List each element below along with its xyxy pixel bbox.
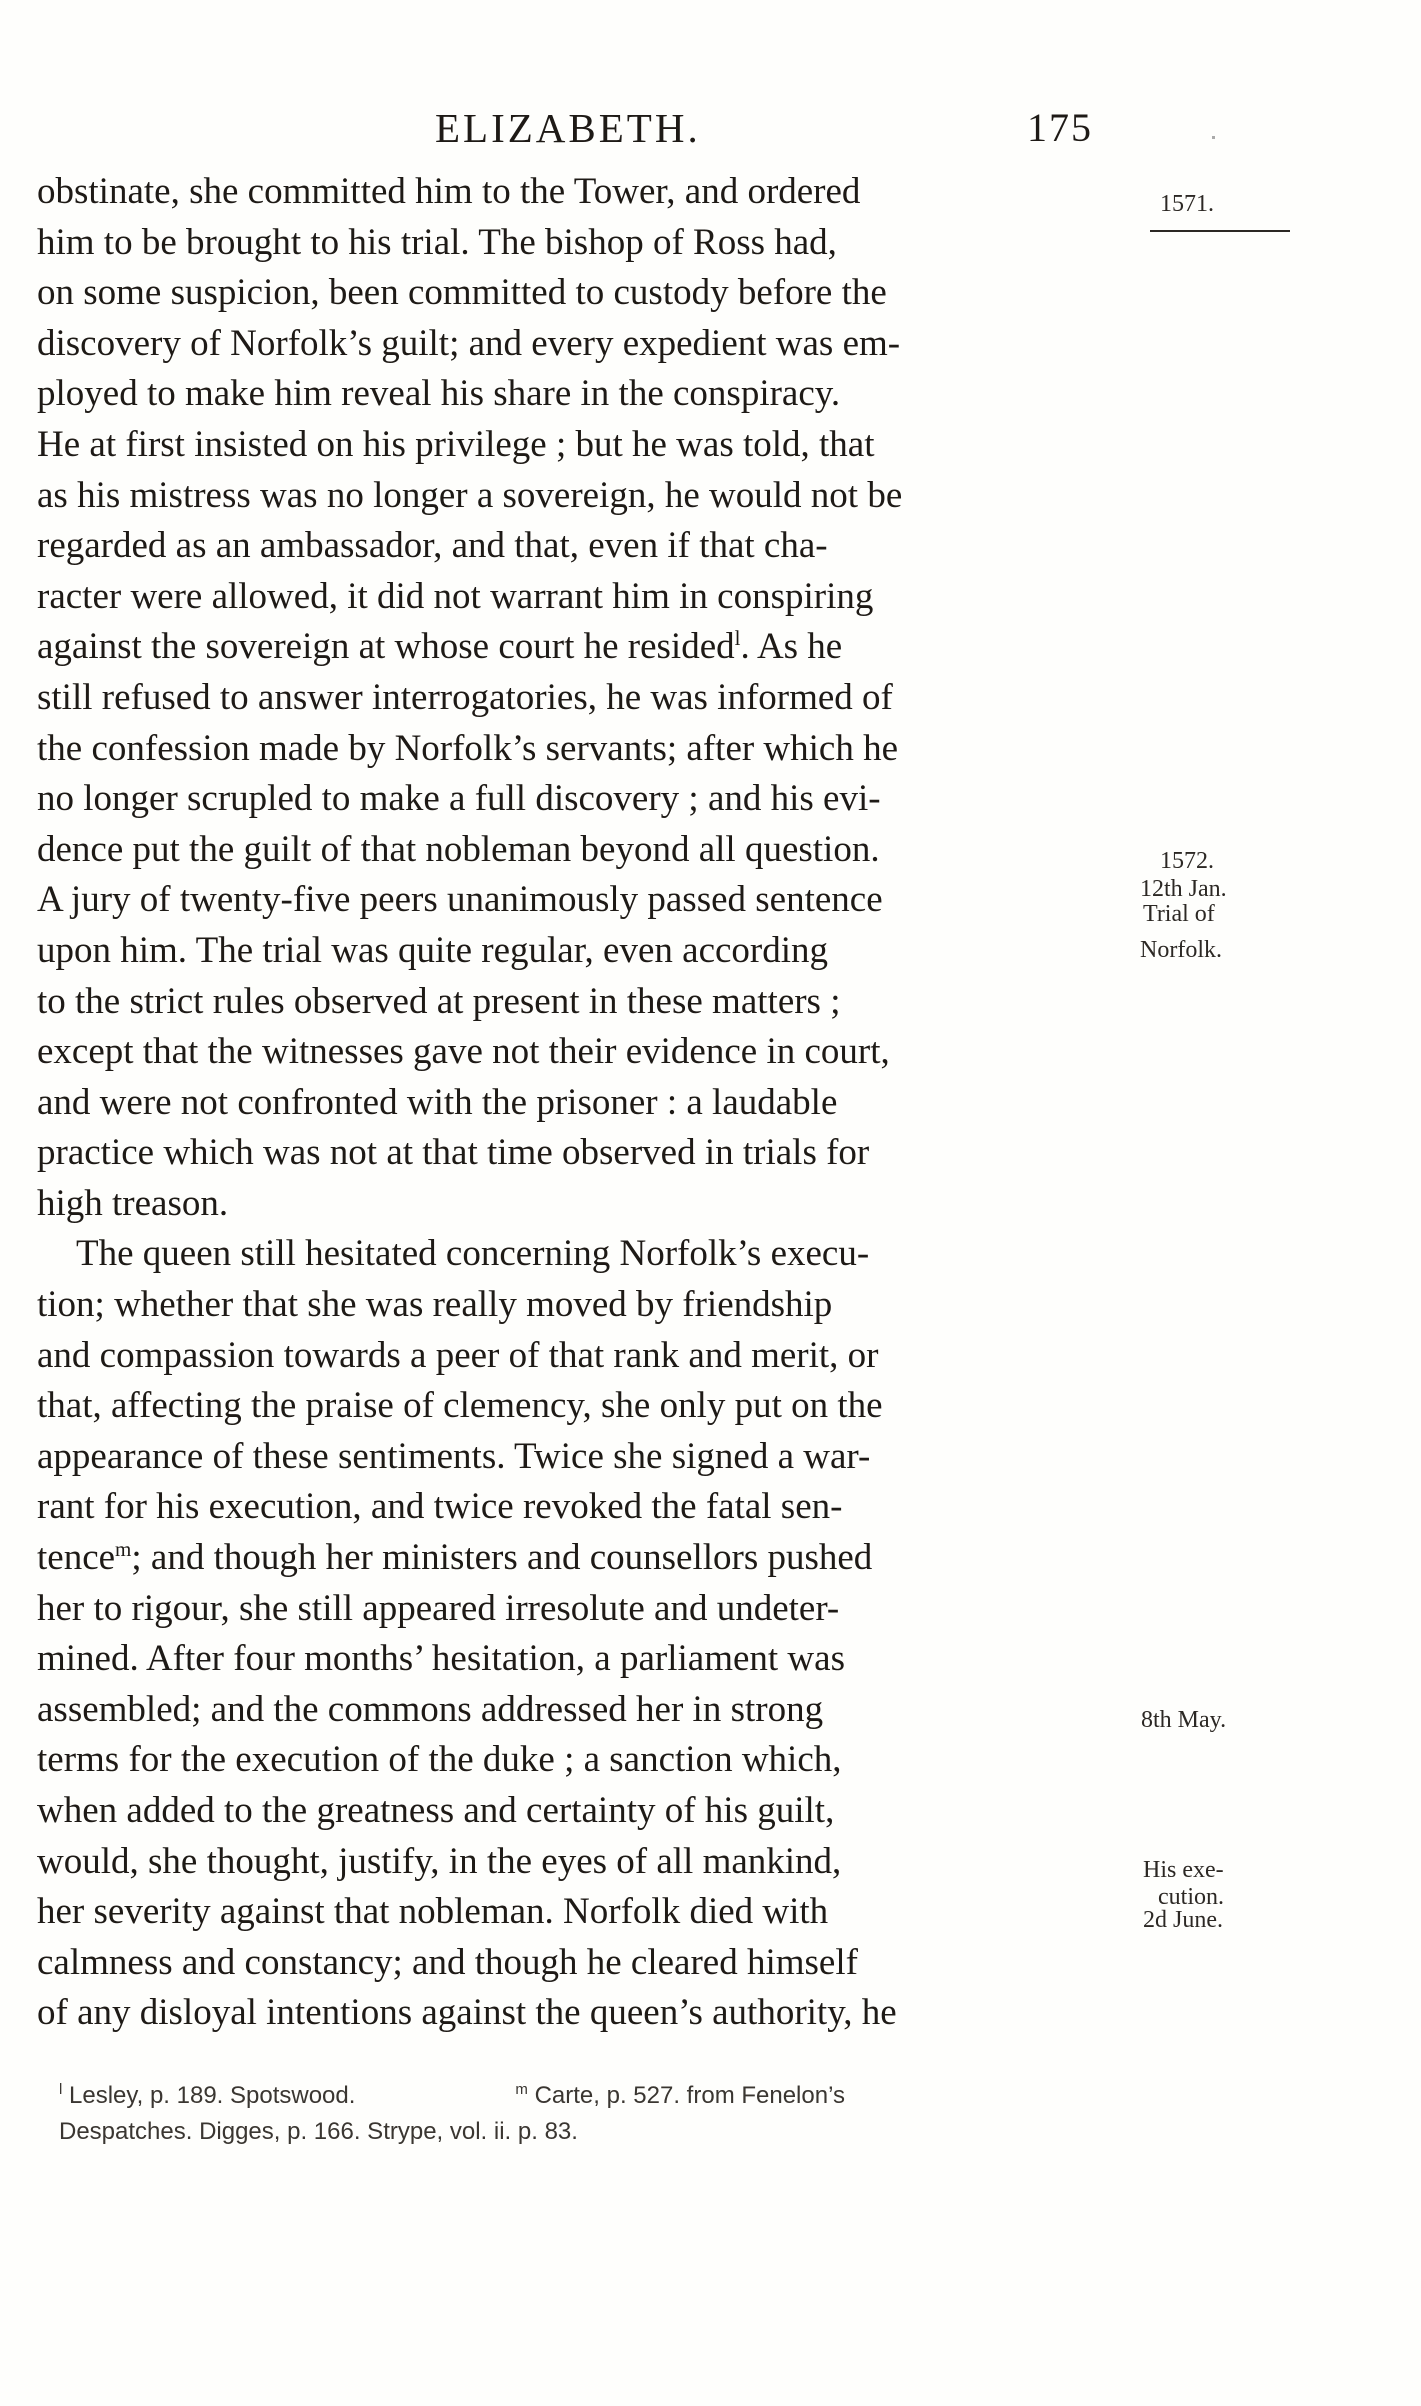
text-line: that, affecting the praise of clemency, she only put on the [37,1385,883,1427]
footnote-line: Despatches. Digges, p. 166. Strype, vol. ii. p. 83. [59,2118,578,2145]
margin-trial-of: Trial of [1143,901,1215,927]
text-line: would, she thought, justify, in the eyes of all mankind, [37,1840,842,1882]
text-line: ployed to make him reveal his share in the conspiracy. [37,373,841,415]
text-segment: tence [37,1537,116,1579]
text-line: and were not confronted with the prisoner : a laudable [37,1081,838,1123]
text-line: He at first insisted on his privilege ; but he was told, that [37,423,875,465]
text-line: discovery of Norfolk’s guilt; and every expedient was em- [37,322,901,364]
text-line: calmness and constancy; and though he cleared himself [37,1941,858,1983]
margin-year-1572: 1572. [1160,848,1214,874]
text-line: tion; whether that she was really moved by friendship [37,1284,833,1326]
text-line: appearance of these sentiments. Twice she signed a war- [37,1435,871,1477]
text-line: high treason. [37,1182,229,1224]
text-line: regarded as an ambassador, and that, even if that cha- [37,525,828,567]
text-segment: against the sovereign at whose court he resided [37,626,735,668]
text-line: except that the witnesses gave not their evidence in court, [37,1031,890,1073]
text-line [37,622,1137,673]
text-line: assembled; and the commons addressed her in strong [37,1688,824,1730]
footnote-ref-m: m [115,1537,132,1562]
footnote-marker-m: m [515,2081,528,2098]
footnote-m-text: Carte, p. 527. from Fenelon’s [534,2082,845,2109]
margin-cution: cution. [1158,1884,1224,1910]
margin-rule [1150,230,1290,232]
text-line [37,1533,1137,1584]
text-line: her severity against that nobleman. Norfolk died with [37,1891,829,1933]
text-line: and compassion towards a peer of that rank and merit, or [37,1334,879,1376]
text-line: on some suspicion, been committed to custody before the [37,272,887,314]
text-line: mined. After four months’ hesitation, a parliament was [37,1638,845,1680]
text-line: upon him. The trial was quite regular, even according [37,929,829,971]
margin-his-exe: His exe- [1143,1857,1224,1883]
margin-date-12th-jan: 12th Jan. [1140,876,1227,902]
text-line: dence put the guilt of that nobleman beyond all question. [37,828,880,870]
text-line: racter were allowed, it did not warrant him in conspiring [37,575,874,617]
text-line: practice which was not at that time observed in trials for [37,1132,870,1174]
text-line: when added to the greatness and certainty of his guilt, [37,1790,835,1831]
text-segment: . As he [740,626,843,668]
footnote-ref-l: l [734,626,741,651]
text-line: obstinate, she committed him to the Tower, and ordered [37,171,861,212]
text-line: as his mistress was no longer a sovereign, he would not be [37,474,903,516]
text-line: her to rigour, she still appeared irresolute and undeter- [37,1587,840,1629]
text-line: to the strict rules observed at present in these matters ; [37,980,841,1022]
text-line: terms for the execution of the duke ; a sanction which, [37,1739,842,1781]
margin-year-1571: 1571. [1160,191,1214,217]
text-line: The queen still hesitated concerning Norfolk’s execu- [76,1233,870,1275]
footnotes [59,2078,1209,2150]
main-text [37,167,1137,2039]
text-line: no longer scrupled to make a full discovery ; and his evi- [37,778,881,820]
margin-norfolk: Norfolk. [1140,937,1222,963]
footnote-line [59,2078,1209,2114]
footnote-marker-l: l [59,2081,63,2098]
text-line: rant for his execution, and twice revoked the fatal sen- [37,1486,843,1528]
page-number: 175 [1027,105,1093,150]
margin-date-8th-may: 8th May. [1141,1707,1227,1733]
text-segment: ; and though her ministers and counsellors pushed [131,1537,873,1579]
text-line: still refused to answer interrogatories, he was informed of [37,676,893,718]
margin-date-2d-june: 2d June. [1143,1907,1223,1933]
text-line: the confession made by Norfolk’s servants; after which he [37,727,899,769]
footnote-l-text: Lesley, p. 189. Spotswood. [69,2082,356,2109]
text-line: of any disloyal intentions against the queen’s authority, he [37,1992,897,2034]
running-title: ELIZABETH. [435,105,701,151]
text-line: him to be brought to his trial. The bishop of Ross had, [37,221,837,263]
text-line: A jury of twenty-five peers unanimously passed sentence [37,879,883,921]
print-speck [1212,136,1215,139]
